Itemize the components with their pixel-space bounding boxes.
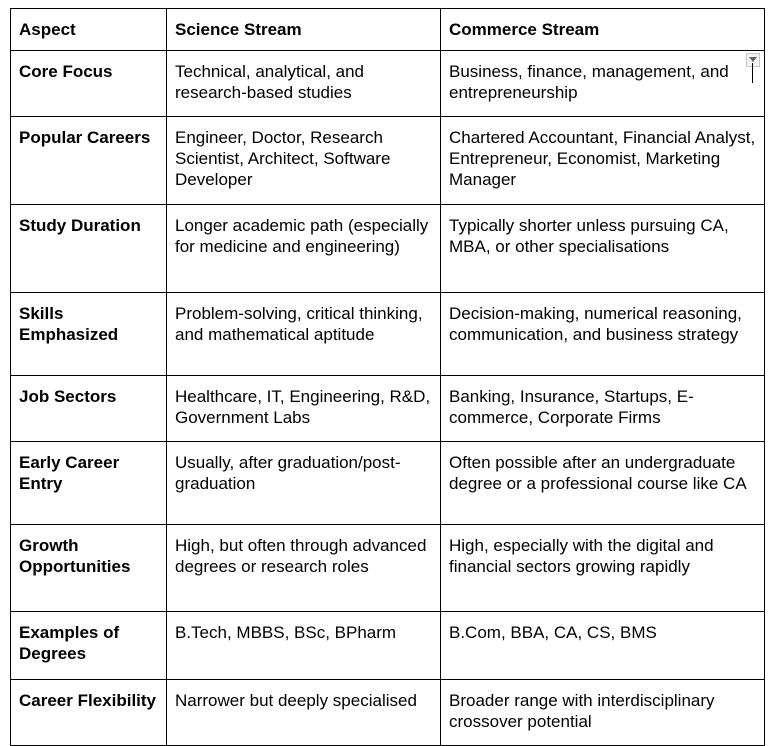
science-cell[interactable]: High, but often through advanced degrees or research roles xyxy=(167,525,441,612)
header-commerce-stream[interactable]: Commerce Stream xyxy=(441,9,765,51)
table-row xyxy=(11,205,765,293)
aspect-cell[interactable]: Popular Careers xyxy=(11,117,167,205)
aspect-cell[interactable]: Study Duration xyxy=(11,205,167,293)
science-cell[interactable]: Problem-solving, critical thinking, and mathematical aptitude xyxy=(167,293,441,376)
aspect-cell[interactable]: Early Career Entry xyxy=(11,442,167,525)
commerce-cell[interactable]: B.Com, BBA, CA, CS, BMS xyxy=(441,612,765,680)
commerce-cell[interactable]: Banking, Insurance, Startups, E-commerce, Corporate Firms xyxy=(441,376,765,442)
table-row xyxy=(11,442,765,525)
science-cell[interactable]: Narrower but deeply specialised xyxy=(167,680,441,746)
header-aspect[interactable]: Aspect xyxy=(11,9,167,51)
science-cell[interactable]: B.Tech, MBBS, BSc, BPharm xyxy=(167,612,441,680)
header-science-stream[interactable]: Science Stream xyxy=(167,9,441,51)
commerce-cell-text: Business, finance, management, and entrepreneurship xyxy=(449,62,729,102)
table-row xyxy=(11,117,765,205)
commerce-cell[interactable]: Often possible after an undergraduate degree or a professional course like CA xyxy=(441,442,765,525)
chevron-down-icon[interactable] xyxy=(746,53,760,67)
commerce-cell[interactable]: High, especially with the digital and financial sectors growing rapidly xyxy=(441,525,765,612)
table-row xyxy=(11,525,765,612)
aspect-cell[interactable]: Core Focus xyxy=(11,51,167,117)
table-row xyxy=(11,376,765,442)
table-row xyxy=(11,680,765,746)
science-cell[interactable]: Healthcare, IT, Engineering, R&D, Government Labs xyxy=(167,376,441,442)
science-cell[interactable]: Technical, analytical, and research-based studies xyxy=(167,51,441,117)
commerce-cell[interactable]: Chartered Accountant, Financial Analyst, Entrepreneur, Economist, Marketing Manager xyxy=(441,117,765,205)
science-cell[interactable]: Usually, after graduation/post-graduation xyxy=(167,442,441,525)
table-row xyxy=(11,293,765,376)
comparison-table xyxy=(10,8,765,746)
table-row xyxy=(11,51,765,117)
commerce-cell[interactable]: Decision-making, numerical reasoning, communication, and business strategy xyxy=(441,293,765,376)
aspect-cell[interactable]: Skills Emphasized xyxy=(11,293,167,376)
table-header-row xyxy=(11,9,765,51)
aspect-cell[interactable]: Career Flexibility xyxy=(11,680,167,746)
aspect-cell[interactable]: Job Sectors xyxy=(11,376,167,442)
table-row xyxy=(11,612,765,680)
text-cursor xyxy=(752,63,753,83)
commerce-cell-selected[interactable] xyxy=(441,51,765,117)
commerce-cell[interactable]: Typically shorter unless pursuing CA, MBA, or other specialisations xyxy=(441,205,765,293)
cell-content xyxy=(449,61,756,103)
aspect-cell[interactable]: Examples of Degrees xyxy=(11,612,167,680)
aspect-cell[interactable]: Growth Opportunities xyxy=(11,525,167,612)
commerce-cell[interactable]: Broader range with interdisciplinary crossover potential xyxy=(441,680,765,746)
science-cell[interactable]: Longer academic path (especially for medicine and engineering) xyxy=(167,205,441,293)
science-cell[interactable]: Engineer, Doctor, Research Scientist, Architect, Software Developer xyxy=(167,117,441,205)
